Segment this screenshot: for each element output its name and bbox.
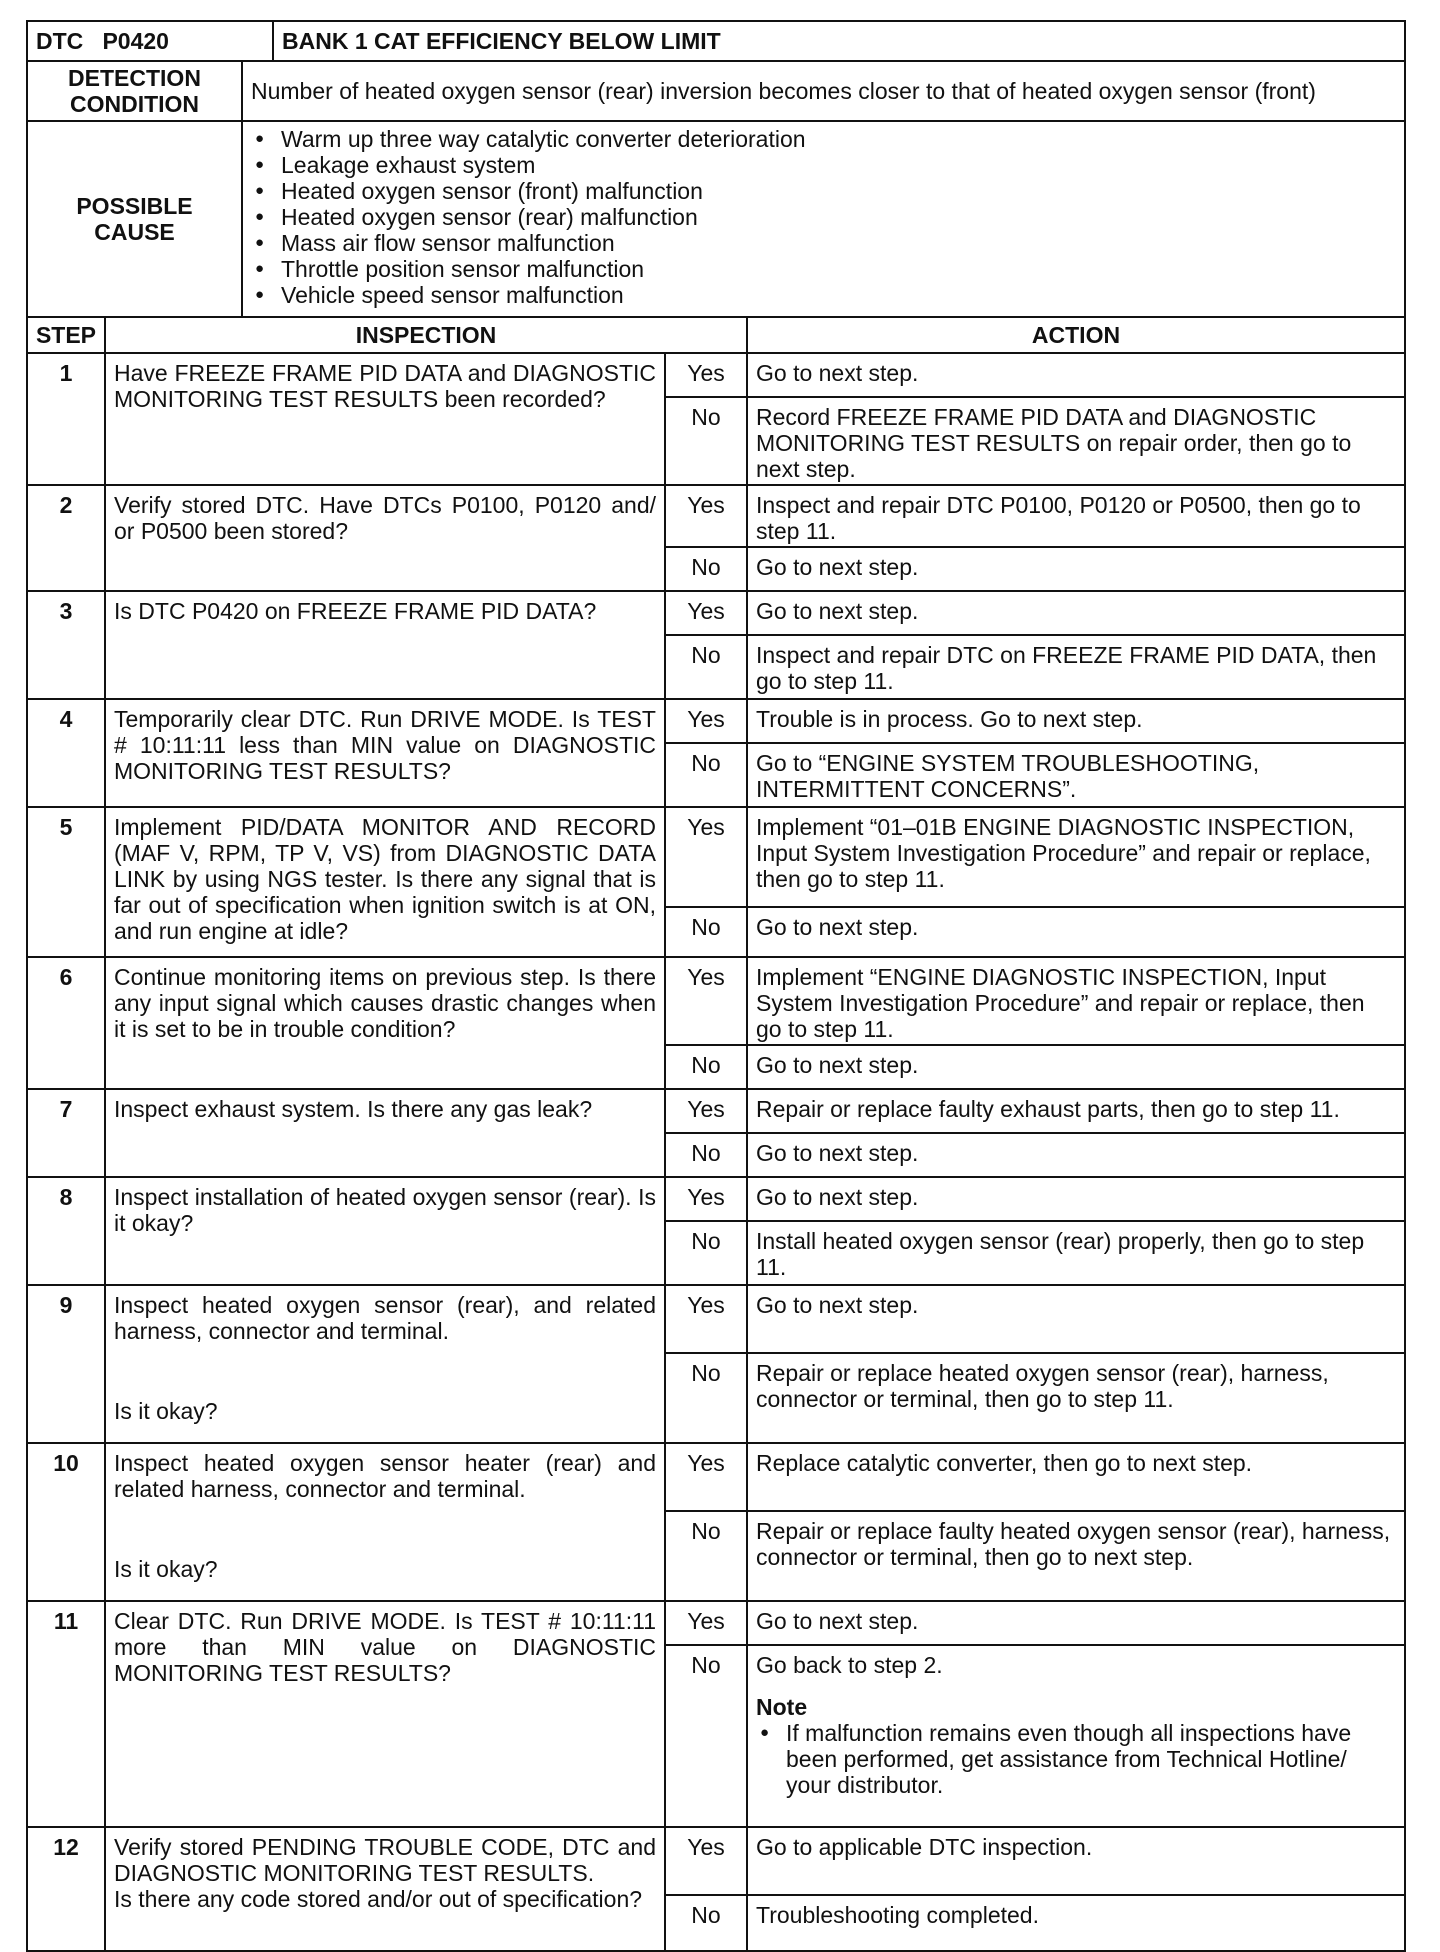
- step-inspection: [105, 1601, 665, 1827]
- yes-action: Go to applicable DTC inspection.: [747, 1827, 1405, 1895]
- yes-label: Yes: [665, 1089, 747, 1133]
- step-row: [27, 485, 1405, 547]
- no-action-text: Inspect and repair DTC on FREEZE FRAME PID DATA, then go to step 11.: [756, 642, 1377, 694]
- col-step: STEP: [27, 317, 105, 353]
- no-action-text: Go to “ENGINE SYSTEM TROUBLESHOOTING, INTERMITTENT CONCERNS”.: [756, 750, 1260, 802]
- yes-action: Go to next step.: [747, 353, 1405, 397]
- yes-label: Yes: [665, 957, 747, 1045]
- cause-item: ● Throttle position sensor malfunction: [251, 256, 1396, 282]
- inspection-text: Temporarily clear DTC. Run DRIVE MODE. Is TEST # 10:11:11 less than MIN value on DIAGNOSTIC MONITORING TEST RESULTS?: [114, 706, 656, 784]
- no-action: [747, 1353, 1405, 1443]
- step-row: [27, 1827, 1405, 1895]
- no-label: No: [665, 1045, 747, 1089]
- possible-cause-row: [27, 121, 1405, 317]
- inspection-text: Inspect heated oxygen sensor (rear), and related harness, connector and terminal.: [114, 1292, 656, 1344]
- step-number: 7: [27, 1089, 105, 1177]
- step-number: 4: [27, 699, 105, 807]
- note-list: [756, 1720, 1396, 1798]
- cause-item: ● Vehicle speed sensor malfunction: [251, 282, 1396, 308]
- no-label: No: [665, 1221, 747, 1285]
- dtc-label: DTC: [36, 28, 84, 54]
- yes-action: Go to next step.: [747, 1285, 1405, 1353]
- step-inspection: [105, 1443, 665, 1601]
- no-action-text: Repair or replace heated oxygen sensor (rear), harness, connector or terminal, then go to step 11.: [756, 1360, 1329, 1412]
- yes-label: Yes: [665, 1177, 747, 1221]
- no-action: [747, 1133, 1405, 1177]
- dtc-code: P0420: [102, 28, 169, 54]
- step-number: 8: [27, 1177, 105, 1285]
- no-action: [747, 907, 1405, 957]
- step-inspection: [105, 485, 665, 591]
- note-item: ● If malfunction remains even though all inspections have been performed, get assistance from Technical Hotline/ your distributor.: [756, 1720, 1396, 1798]
- yes-label: Yes: [665, 1443, 747, 1511]
- step-number: 2: [27, 485, 105, 591]
- possible-cause-list: [242, 121, 1405, 317]
- inspection-question: Is it okay?: [114, 1398, 218, 1424]
- inspection-text: Verify stored PENDING TROUBLE CODE, DTC and DIAGNOSTIC MONITORING TEST RESULTS.: [114, 1834, 656, 1886]
- yes-action: Implement “01–01B ENGINE DIAGNOSTIC INSPECTION, Input System Investigation Procedure” and repair or replace, then go to step 11.: [747, 807, 1405, 907]
- yes-label: Yes: [665, 1827, 747, 1895]
- step-inspection: [105, 1177, 665, 1285]
- step-number: 10: [27, 1443, 105, 1601]
- no-action-text: Troubleshooting completed.: [756, 1902, 1039, 1928]
- cause-item: ● Heated oxygen sensor (front) malfunction: [251, 178, 1396, 204]
- no-action: [747, 1645, 1405, 1827]
- step-inspection: [105, 353, 665, 485]
- no-action-text: Install heated oxygen sensor (rear) properly, then go to step 11.: [756, 1228, 1365, 1280]
- no-label: No: [665, 1895, 747, 1951]
- dtc-title: BANK 1 CAT EFFICIENCY BELOW LIMIT: [273, 21, 1405, 61]
- step-number: 11: [27, 1601, 105, 1827]
- yes-action: Inspect and repair DTC P0100, P0120 or P0500, then go to step 11.: [747, 485, 1405, 547]
- inspection-text: Have FREEZE FRAME PID DATA and DIAGNOSTIC MONITORING TEST RESULTS been recorded?: [114, 360, 656, 412]
- step-number: 6: [27, 957, 105, 1089]
- detection-row: [27, 61, 1405, 121]
- dtc-document: [26, 20, 1406, 1952]
- step-row: [27, 1177, 1405, 1221]
- step-row: [27, 699, 1405, 743]
- detection-label: DETECTION CONDITION: [27, 61, 242, 121]
- inspection-text: Inspect heated oxygen sensor heater (rear) and related harness, connector and terminal.: [114, 1450, 656, 1502]
- yes-label: Yes: [665, 591, 747, 635]
- inspection-question: Is there any code stored and/or out of specification?: [114, 1886, 643, 1912]
- no-action: [747, 1221, 1405, 1285]
- step-inspection: [105, 699, 665, 807]
- step-number: 12: [27, 1827, 105, 1951]
- inspection-text: Inspect installation of heated oxygen sensor (rear). Is it okay?: [114, 1184, 656, 1236]
- yes-label: Yes: [665, 353, 747, 397]
- inspection-text: Is DTC P0420 on FREEZE FRAME PID DATA?: [114, 598, 597, 624]
- yes-action: Go to next step.: [747, 591, 1405, 635]
- no-action: [747, 1511, 1405, 1601]
- no-action-text: Record FREEZE FRAME PID DATA and DIAGNOSTIC MONITORING TEST RESULTS on repair order, then go to next step.: [756, 404, 1352, 482]
- yes-action: Implement “ENGINE DIAGNOSTIC INSPECTION, Input System Investigation Procedure” and repair or replace, then go to step 11.: [747, 957, 1405, 1045]
- step-row: [27, 353, 1405, 397]
- no-label: No: [665, 635, 747, 699]
- no-label: No: [665, 1645, 747, 1827]
- dtc-title-row: [27, 21, 1405, 61]
- step-row: [27, 1089, 1405, 1133]
- no-label: No: [665, 397, 747, 485]
- no-action-text: Go to next step.: [756, 1140, 919, 1166]
- cause-item: ● Warm up three way catalytic converter deterioration: [251, 126, 1396, 152]
- step-row: [27, 591, 1405, 635]
- step-inspection: [105, 591, 665, 699]
- inspection-text: Clear DTC. Run DRIVE MODE. Is TEST # 10:11:11 more than MIN value on DIAGNOSTIC MONITORING TEST RESULTS?: [114, 1608, 656, 1686]
- cause-item: ● Heated oxygen sensor (rear) malfunction: [251, 204, 1396, 230]
- yes-action: Go to next step.: [747, 1601, 1405, 1645]
- yes-label: Yes: [665, 807, 747, 907]
- cause-item: ● Leakage exhaust system: [251, 152, 1396, 178]
- cause-item: ● Mass air flow sensor malfunction: [251, 230, 1396, 256]
- col-action: ACTION: [747, 317, 1405, 353]
- no-label: No: [665, 547, 747, 591]
- no-action: [747, 635, 1405, 699]
- step-row: [27, 1285, 1405, 1353]
- step-row: [27, 1443, 1405, 1511]
- step-row: [27, 1601, 1405, 1645]
- step-number: 9: [27, 1285, 105, 1443]
- step-number: 5: [27, 807, 105, 957]
- no-action: [747, 397, 1405, 485]
- no-action-text: Go back to step 2.: [756, 1652, 943, 1678]
- no-label: No: [665, 907, 747, 957]
- inspection-text: Implement PID/DATA MONITOR AND RECORD (MAF V, RPM, TP V, VS) from DIAGNOSTIC DATA LINK by using NGS tester. Is there any signal that is far out of specification when ignition switch is at ON, and run engine at idle?: [114, 814, 656, 944]
- step-inspection: [105, 1827, 665, 1951]
- steps-body: [27, 353, 1405, 1951]
- no-action-text: Go to next step.: [756, 554, 919, 580]
- no-label: No: [665, 743, 747, 807]
- cause-list: [251, 126, 1396, 308]
- step-inspection: [105, 957, 665, 1089]
- dtc-header-table: [26, 20, 1406, 318]
- yes-action: Replace catalytic converter, then go to next step.: [747, 1443, 1405, 1511]
- yes-action: Repair or replace faulty exhaust parts, then go to step 11.: [747, 1089, 1405, 1133]
- yes-action: Trouble is in process. Go to next step.: [747, 699, 1405, 743]
- no-action: [747, 1045, 1405, 1089]
- yes-label: Yes: [665, 485, 747, 547]
- inspection-text: Inspect exhaust system. Is there any gas leak?: [114, 1096, 593, 1122]
- detection-text: Number of heated oxygen sensor (rear) inversion becomes closer to that of heated oxygen sensor (front): [242, 61, 1405, 121]
- inspection-text: Verify stored DTC. Have DTCs P0100, P0120 and/ or P0500 been stored?: [114, 492, 656, 544]
- dtc-code-cell: [27, 21, 273, 61]
- possible-cause-label: POSSIBLE CAUSE: [27, 121, 242, 317]
- no-action-text: Repair or replace faulty heated oxygen sensor (rear), harness, connector or terminal, then go to next step.: [756, 1518, 1391, 1570]
- no-action-text: Go to next step.: [756, 914, 919, 940]
- inspection-question: Is it okay?: [114, 1556, 218, 1582]
- no-action: [747, 1895, 1405, 1951]
- yes-label: Yes: [665, 1601, 747, 1645]
- no-action: [747, 547, 1405, 591]
- step-number: 3: [27, 591, 105, 699]
- yes-label: Yes: [665, 1285, 747, 1353]
- step-row: [27, 957, 1405, 1045]
- yes-action: Go to next step.: [747, 1177, 1405, 1221]
- no-label: No: [665, 1353, 747, 1443]
- step-inspection: [105, 1285, 665, 1443]
- step-number: 1: [27, 353, 105, 485]
- steps-header-row: [27, 317, 1405, 353]
- step-inspection: [105, 1089, 665, 1177]
- note-title: Note: [756, 1694, 808, 1720]
- no-label: No: [665, 1511, 747, 1601]
- yes-label: Yes: [665, 699, 747, 743]
- col-inspection: INSPECTION: [105, 317, 747, 353]
- no-action: [747, 743, 1405, 807]
- no-label: No: [665, 1133, 747, 1177]
- step-row: [27, 807, 1405, 907]
- step-inspection: [105, 807, 665, 957]
- no-action-text: Go to next step.: [756, 1052, 919, 1078]
- steps-table: [26, 316, 1406, 1952]
- inspection-text: Continue monitoring items on previous step. Is there any input signal which causes drastic changes when it is set to be in trouble condition?: [114, 964, 656, 1042]
